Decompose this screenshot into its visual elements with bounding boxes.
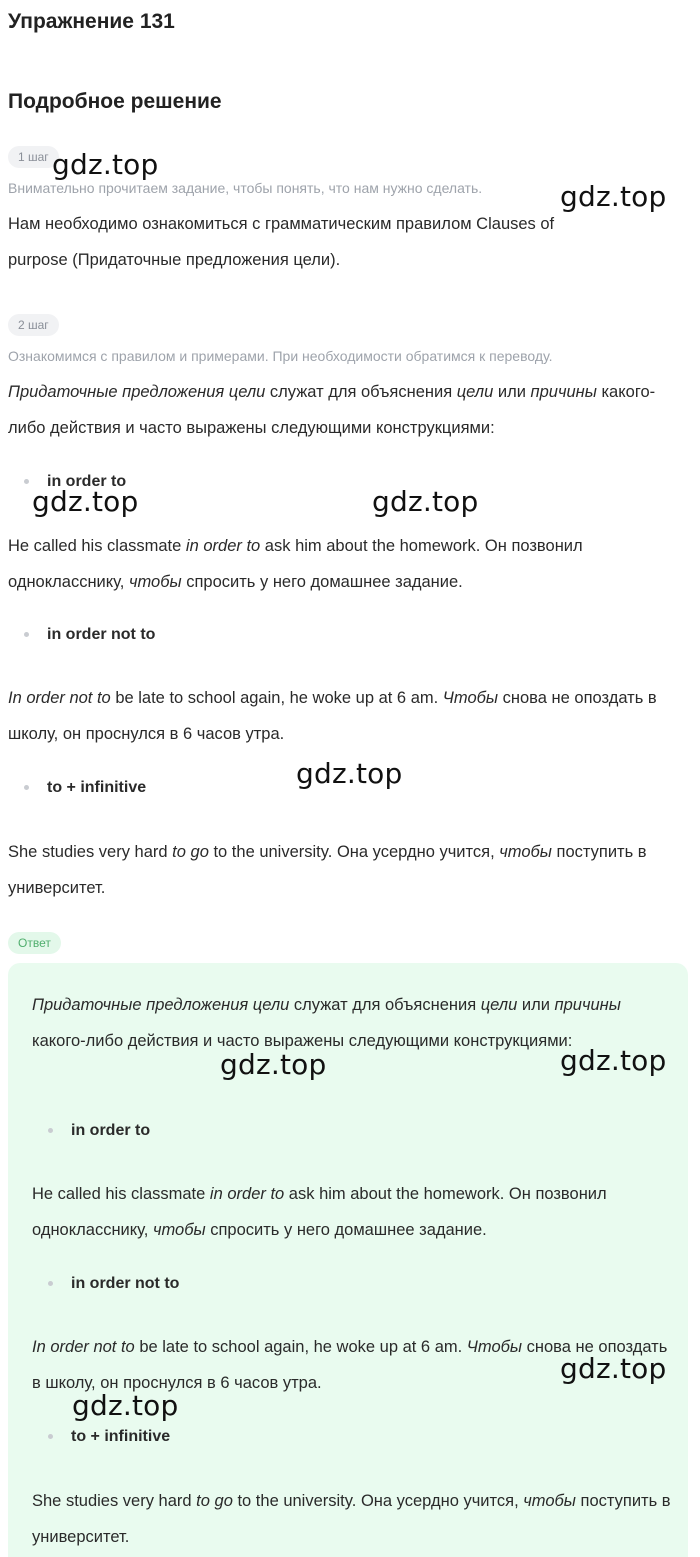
answer-example-3	[32, 1483, 672, 1555]
watermark: gdz.top	[32, 485, 139, 518]
answer-example-3-text-c: поступить в университет.	[32, 1492, 671, 1546]
answer-rule-text-1: служат для объяснения	[289, 996, 481, 1014]
bullet-dot	[24, 479, 29, 484]
rule-text-1: служат для объяснения	[265, 383, 457, 401]
bullet-label: in order not to	[47, 626, 156, 643]
example-2	[8, 680, 678, 752]
answer-bullet-in-order-not-to	[48, 1275, 179, 1293]
example-1-translation-word: чтобы	[128, 573, 182, 591]
example-3-text-b: to the university. Она усердно учится,	[208, 843, 500, 861]
section-title: Подробное решение	[8, 90, 222, 113]
rule-goal: цели	[456, 383, 494, 401]
bullet-dot	[24, 632, 29, 637]
watermark: gdz.top	[52, 148, 159, 181]
rule-intro	[8, 374, 678, 446]
example-1-text-c: спросить у него домашнее задание.	[181, 573, 463, 591]
example-3	[8, 834, 678, 906]
bullet-dot	[48, 1128, 53, 1133]
answer-example-1-phrase: in order to	[209, 1185, 285, 1203]
example-2-text-b: снова не опоздать в школу, он проснулся в 6 часов утра.	[8, 689, 657, 743]
bullet-dot	[48, 1281, 53, 1286]
answer-bullet-to-infinitive	[48, 1428, 170, 1446]
example-2-translation-word: Чтобы	[442, 689, 499, 707]
example-2-text-a: be late to school again, he woke up at 6 am.	[110, 689, 443, 707]
step-2-badge: 2 шаг	[8, 314, 59, 336]
bullet-dot	[48, 1434, 53, 1439]
step-1-text	[8, 206, 678, 278]
example-1-text-a: He called his classmate	[8, 537, 186, 555]
bullet-label: in order to	[71, 1122, 151, 1139]
answer-example-2-text-a: be late to school again, he woke up at 6 am.	[134, 1338, 467, 1356]
step-1-text-line2: purpose (Придаточные предложения цели).	[8, 251, 341, 269]
answer-example-2-phrase: In order not to	[32, 1338, 135, 1356]
bullet-label: to + infinitive	[47, 779, 147, 796]
step-1-text-line1: Нам необходимо ознакомиться с грамматическим правилом Clauses of	[8, 215, 555, 233]
answer-rule-reason: причины	[554, 996, 621, 1014]
bullet-label: to + infinitive	[71, 1428, 171, 1445]
answer-example-1-translation-word: чтобы	[152, 1221, 206, 1239]
example-1-text-b: ask him about the homework. Он позвонил однокласснику,	[8, 537, 583, 591]
watermark: gdz.top	[296, 757, 403, 790]
answer-example-2-text-b: снова не опоздать в школу, он проснулся в 6 часов утра.	[32, 1338, 668, 1392]
example-3-text-c: поступить в университет.	[8, 843, 647, 897]
watermark: gdz.top	[560, 1352, 667, 1385]
rule-text-2: или	[493, 383, 531, 401]
example-3-translation-word: чтобы	[499, 843, 552, 861]
watermark: gdz.top	[220, 1048, 327, 1081]
bullet-in-order-not-to	[24, 626, 155, 644]
bullet-label: in order not to	[71, 1275, 180, 1292]
answer-bullet-in-order-to	[48, 1122, 150, 1140]
bullet-dot	[24, 785, 29, 790]
step-2-hint: Ознакомимся с правилом и примерами. При необходимости обратимся к переводу.	[8, 348, 553, 364]
example-1	[8, 528, 678, 600]
step-1-badge: 1 шаг	[8, 146, 59, 168]
answer-example-1-text-b: ask him about the homework. Он позвонил однокласснику,	[32, 1185, 607, 1239]
example-1-phrase: in order to	[185, 537, 261, 555]
watermark: gdz.top	[560, 180, 667, 213]
answer-rule-term: Придаточные предложения цели	[32, 996, 290, 1014]
answer-example-1-text-a: He called his classmate	[32, 1185, 210, 1203]
watermark: gdz.top	[560, 1044, 667, 1077]
bullet-to-infinitive	[24, 779, 146, 797]
answer-example-1	[32, 1176, 672, 1248]
answer-example-3-translation-word: чтобы	[523, 1492, 576, 1510]
watermark: gdz.top	[372, 485, 479, 518]
answer-example-3-text-b: to the university. Она усердно учится,	[232, 1492, 524, 1510]
example-3-text-a: She studies very hard	[8, 843, 173, 861]
answer-rule-goal: цели	[480, 996, 518, 1014]
rule-reason: причины	[530, 383, 597, 401]
page-title: Упражнение 131	[8, 10, 175, 33]
answer-example-2-translation-word: Чтобы	[466, 1338, 523, 1356]
bullet-label: in order to	[47, 473, 127, 490]
answer-example-3-text-a: She studies very hard	[32, 1492, 197, 1510]
rule-text-3: какого-либо действия и часто выражены следующими конструкциями:	[8, 383, 656, 437]
rule-term: Придаточные предложения цели	[8, 383, 266, 401]
example-3-phrase: to go	[172, 843, 209, 861]
answer-badge: Ответ	[8, 932, 61, 954]
answer-rule-text-2: или	[517, 996, 555, 1014]
answer-example-1-text-c: спросить у него домашнее задание.	[205, 1221, 487, 1239]
answer-rule-text-3: какого-либо действия и часто выражены следующими конструкциями:	[32, 1032, 573, 1050]
example-2-phrase: In order not to	[8, 689, 111, 707]
answer-example-3-phrase: to go	[196, 1492, 233, 1510]
step-1-hint: Внимательно прочитаем задание, чтобы понять, что нам нужно сделать.	[8, 180, 483, 196]
watermark: gdz.top	[72, 1389, 179, 1422]
